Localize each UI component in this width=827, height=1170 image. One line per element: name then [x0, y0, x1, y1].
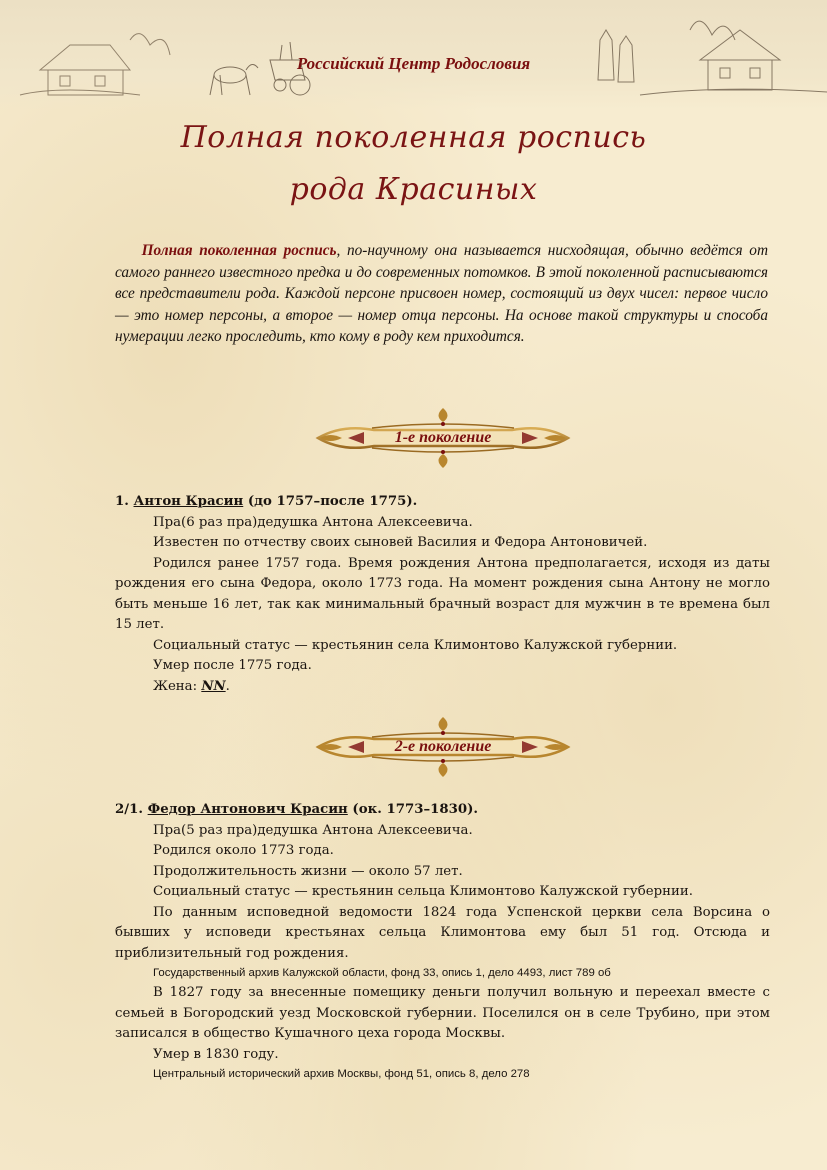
intro-paragraph [115, 240, 768, 348]
person-entry-1 [115, 492, 770, 697]
person-dates: (ок. 1773–1830). [347, 802, 479, 817]
person-line: Социальный статус — крестьянин сельца Климонтово Калужской губернии. [153, 884, 693, 899]
person-line: Пра(6 раз пра)дедушка Антона Алексеевича. [153, 514, 473, 530]
source-citation: Государственный архив Калужской области, фонд 33, опись 1, дело 4493, лист 789 об [153, 967, 611, 979]
person-entry-2 [115, 800, 770, 1084]
person-line: Социальный статус — крестьянин села Климонтово Калужской губернии. [153, 637, 678, 653]
person-dates: (до 1757–после 1775). [243, 494, 418, 509]
wife-end: . [225, 678, 230, 694]
person-line: Родился около 1773 года. [153, 843, 334, 858]
page-title [0, 112, 827, 216]
person-line: Умер в 1830 году. [153, 1046, 279, 1062]
person-name-link[interactable]: Антон Красин [133, 494, 244, 509]
person-wife [115, 677, 770, 698]
person-line: Продолжительность жизни — около 57 лет. [153, 863, 463, 879]
person-line: Пра(5 раз пра)дедушка Антона Алексеевича. [153, 822, 473, 838]
intro-text: , по-научному она называется нисходящая, обычно ведётся от самого раннего известного предка и до современных потомков. В этой поколенной расписываются все представители рода. Каждой персоне присвоен номер, состоящий из двух чисел: первое число — это номер персоны, а второе — номер отца персоны. На основе такой структуры и способа нумерации легко проследить, кто кому в роду кем приходится. [115, 242, 768, 345]
person-heading [115, 800, 770, 821]
generation-label: 1-е поколение [394, 429, 492, 446]
person-line: Известен по отчеству своих сыновей Василия и Федора Антоновичей. [153, 535, 648, 550]
person-line: По данным исповедной ведомости 1824 года Успенской церкви села Ворсина о бывших у исповеди крестьянах сельца Климонтова ему был 51 год. Отсюда и приблизительный год рождения. [115, 904, 770, 961]
wife-label: Жена: [153, 678, 202, 694]
header-band [0, 0, 827, 110]
person-line: Родился ранее 1757 года. Время рождения Антона предполагается, исходя из даты рождения его сына Федора, около 1773 года. На момент рождения сына Антону не могло быть меньше 16 лет, так как минимальный брачный возраст для мужчин в те времена был 15 лет. [115, 555, 770, 632]
person-line: В 1827 году за внесенные помещику деньги получил вольную и переехал вместе с семьей в Богородский уезд Московской губернии. Поселился он в селе Трубино, при этом записался в общество Кушачного цеха города Москвы. [115, 985, 770, 1041]
person-name-link[interactable]: Федор Антонович Красин [147, 802, 348, 817]
generation-banner-1 [312, 406, 574, 470]
person-heading [115, 492, 770, 513]
source-citation: Центральный исторический архив Москвы, фонд 51, опись 8, дело 278 [153, 1068, 530, 1080]
person-line: Умер после 1775 года. [153, 658, 312, 673]
generation-banner-2 [312, 715, 574, 779]
wife-name-link[interactable]: NN [201, 678, 226, 694]
page-title-line-1: Полная поколенная роспись [180, 120, 647, 155]
person-number: 1. [115, 494, 134, 509]
intro-lead: Полная поколенная роспись [141, 242, 337, 259]
person-number: 2/1. [115, 802, 148, 817]
generation-label: 2-е поколение [394, 738, 492, 755]
site-title: Российский Центр Родословия [296, 54, 531, 73]
page-title-line-2: рода Красиных [289, 172, 538, 207]
